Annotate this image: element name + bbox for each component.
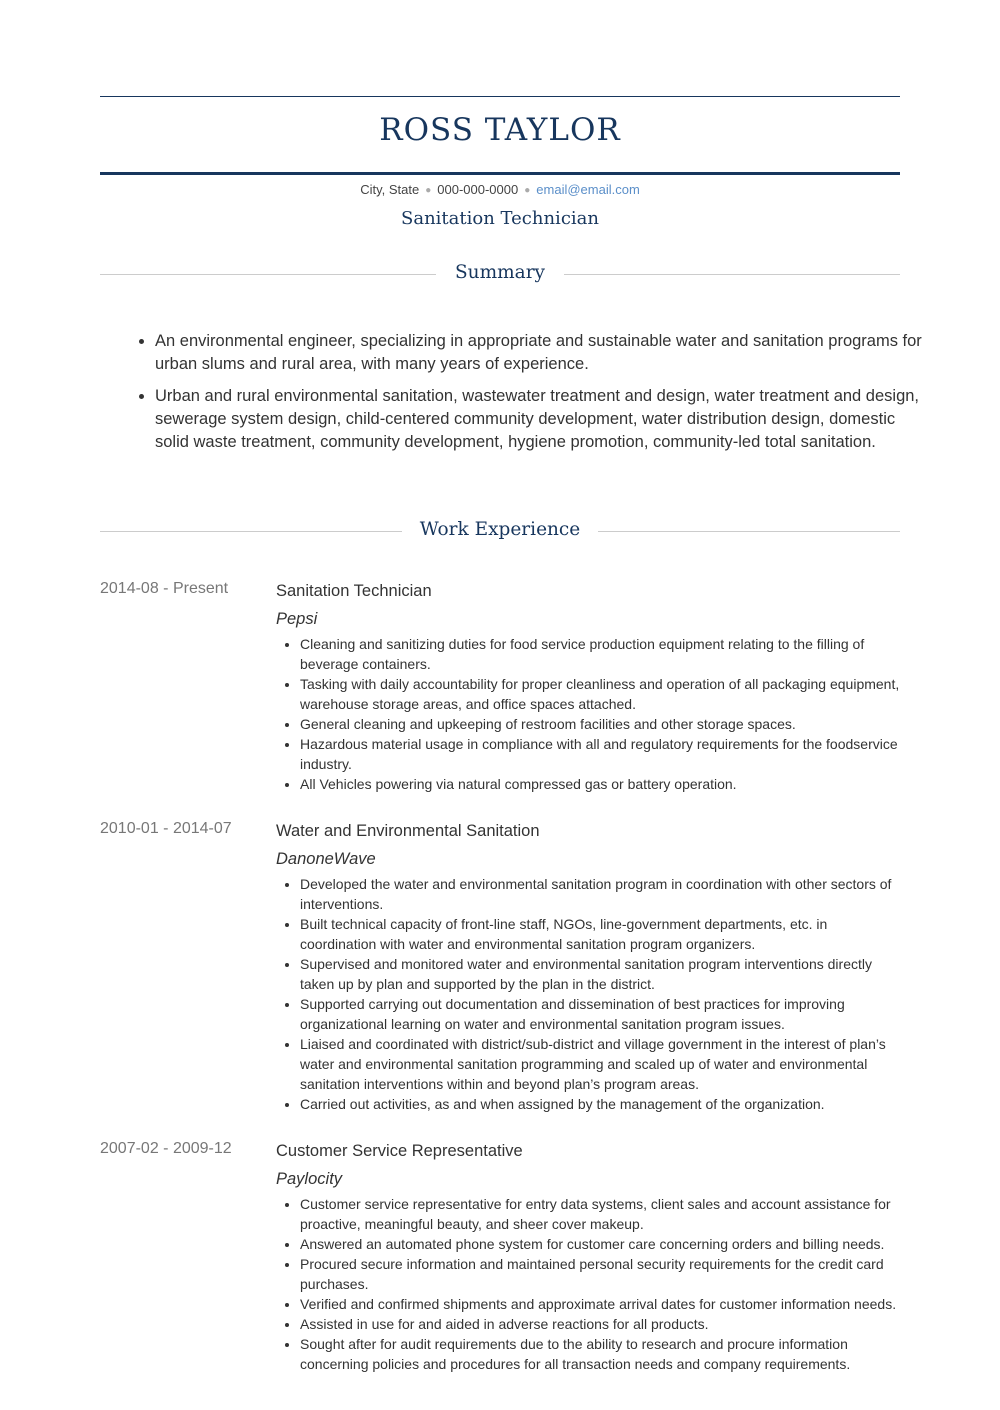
job-company: DanoneWave [276,850,376,868]
list-item: • Cleaning and sanitizing duties for food service production equipment relating to the filling of beverage containers. [300,634,900,674]
job-position: Customer Service Representative [276,1142,523,1160]
list-item: • Built technical capacity of front-line staff, NGOs, line-government departments, etc. in coordination with water and environmental sanitation program organizers. [300,914,900,954]
email-link[interactable]: email@email.com [536,182,640,197]
candidate-name: ROSS TAYLOR [379,112,621,148]
summary-heading [100,262,900,286]
separator-dot-icon: ● [524,185,531,197]
job-bullets [276,1194,900,1374]
list-item: • General cleaning and upkeeping of restroom facilities and other storage spaces. [300,714,900,734]
list-item: • Liaised and coordinated with district/sub-district and village government in the interest of plan’s water and environmental sanitation programming and scaled up of water and environmental sanitation interventions within and beyond plan’s program areas. [300,1034,900,1094]
separator-dot-icon: ● [425,185,432,197]
list-item: • Carried out activities, as and when assigned by the management of the organization. [300,1094,900,1114]
job-title: Sanitation Technician [401,208,599,229]
list-item: • An environmental engineer, specializing in appropriate and sustainable water and sanitation programs for urban slums and rural area, with many years of experience. [155,330,955,376]
header-top-rule [100,96,900,97]
list-item: • Verified and confirmed shipments and approximate arrival dates for customer information needs. [300,1294,900,1314]
list-item: • Supervised and monitored water and environmental sanitation program interventions directly taken up by plan and supported by the plan in the district. [300,954,900,994]
list-item: • Assisted in use for and aided in adverse reactions for all products. [300,1314,900,1334]
summary-heading-label: Summary [455,262,545,283]
job-position: Water and Environmental Sanitation [276,822,540,840]
work-experience-heading [100,519,900,543]
list-item: • Hazardous material usage in compliance with all and regulatory requirements for the foodservice industry. [300,734,900,774]
job-dates: 2007-02 - 2009-12 [100,1140,232,1157]
job-bullets [276,634,900,794]
work-experience-heading-label: Work Experience [419,519,581,540]
job-company: Pepsi [276,610,318,628]
list-item: • Sought after for audit requirements due to the ability to research and procure information concerning policies and procedures for all transaction needs and company requirements. [300,1334,900,1374]
list-item: • All Vehicles powering via natural compressed gas or battery operation. [300,774,900,794]
list-item: • Procured secure information and maintained personal security requirements for the credit card purchases. [300,1254,900,1294]
contact-line [100,182,900,197]
list-item: • Supported carrying out documentation and dissemination of best practices for improving organizational learning on water and environmental sanitation program issues. [300,994,900,1034]
job-company: Paylocity [276,1170,343,1188]
job-position: Sanitation Technician [276,582,432,600]
job-bullets [276,874,900,1114]
list-item: • Tasking with daily accountability for proper cleanliness and operation of all packaging equipment, warehouse storage areas, and office spaces attached. [300,674,900,714]
list-item: • Answered an automated phone system for customer care concerning orders and billing needs. [300,1234,900,1254]
job-dates: 2010-01 - 2014-07 [100,820,232,837]
list-item: • Customer service representative for entry data systems, client sales and account assistance for proactive, meaningful beauty, and sheer cover makeup. [300,1194,900,1234]
header-bottom-rule [100,172,900,175]
list-item: • Developed the water and environmental sanitation program in coordination with other sectors of interventions. [300,874,900,914]
phone-number: 000-000-0000 [437,182,519,197]
summary-list [100,330,955,463]
city-state: City, State [360,182,420,197]
list-item: • Urban and rural environmental sanitation, wastewater treatment and design, water treatment and design, sewerage system design, child-centered community development, water distribution design, domestic solid waste treatment, community development, hygiene promotion, community-led total sanitation. [155,385,955,454]
job-dates: 2014-08 - Present [100,580,229,597]
